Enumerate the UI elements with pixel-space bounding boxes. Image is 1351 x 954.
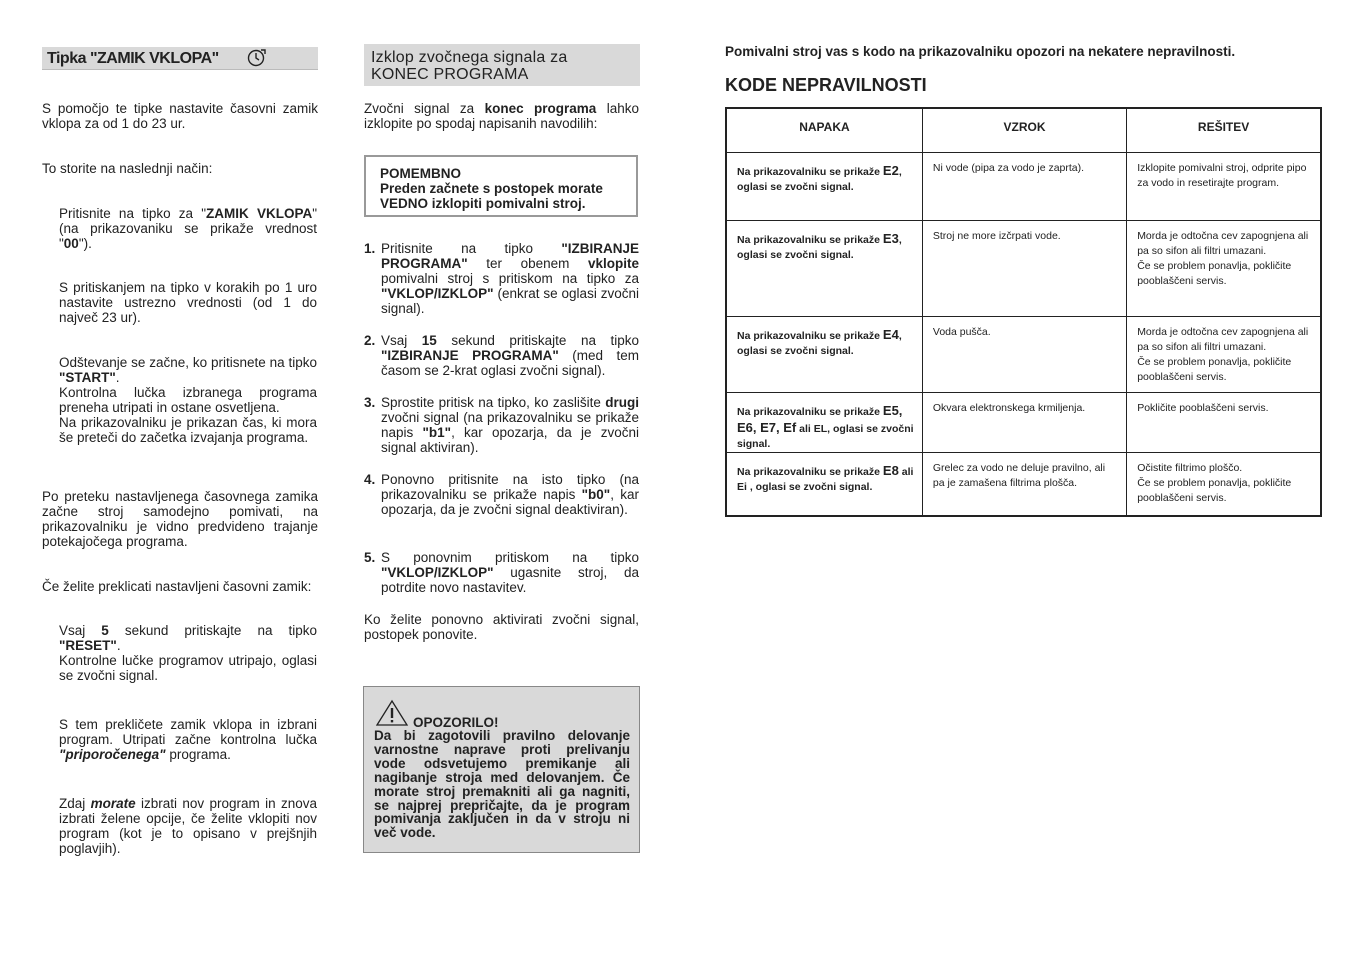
- heading-text: Izklop zvočnega signala za KONEC PROGRAMA: [371, 49, 568, 83]
- solution-cell: Morda je odtočna cev zapognjena ali pa so sifon ali filtri umazani. Če se problem ponavlja, pokličite pooblaščeni servis.: [1127, 220, 1321, 316]
- paragraph: S tem prekličete zamik vklopa in izbrani program. Utripati začne kontrolna lučka "priporočenega" programa.: [59, 717, 317, 762]
- table-row: [726, 392, 1321, 452]
- paragraph: Po preteku nastavljenega časovnega zamika začne stroj samodejno pomivati, na prikazovalniku je vidno predvideno trajanje potekajočega programa.: [42, 489, 318, 549]
- error-cell: Na prikazovalniku se prikaže E3, oglasi se zvočni signal.: [726, 220, 922, 316]
- step-item: 4. Ponovno pritisnite na isto tipko (na prikazovalniku se prikaže napis "b0", kar opozarja, da je zvočni signal deaktiviran).: [364, 472, 639, 517]
- table-row: [726, 152, 1321, 220]
- warning-text: Da bi zagotovili pravilno delovanje varnostne naprave proti prelivanju vode odsvetujemo premikanje ali nagibanje stroja med delovanjem. Če morate stroj premakniti ali ga nagniti, se najprej prepričajte, da je program pomivanja zaključen in da v stroju ni več vode.: [374, 728, 630, 841]
- cause-cell: Ni vode (pipa za vodo je zaprta).: [922, 152, 1126, 220]
- clock-arrow-icon: [246, 48, 268, 68]
- warning-title: OPOZORILO!: [413, 715, 499, 730]
- warning-box: [363, 686, 640, 853]
- cause-cell: Stroj ne more izčrpati vode.: [922, 220, 1126, 316]
- solution-cell: Izklopite pomivalni stroj, odprite pipo za vodo in resetirajte program.: [1127, 152, 1321, 220]
- heading-text: Tipka "ZAMIK VKLOPA": [47, 50, 219, 67]
- paragraph: Pritisnite na tipko za "ZAMIK VKLOPA" (na prikazovaniku se prikaže vrednost "00").: [59, 206, 317, 251]
- important-box: [364, 155, 638, 217]
- cause-cell: Okvara elektronskega krmiljenja.: [922, 392, 1126, 452]
- paragraph: Zdaj morate izbrati nov program in znova izbrati želene opcije, če želite vklopiti nov program (kot je to opisano v prejšnjih poglavjih).: [59, 796, 317, 856]
- solution-cell: Morda je odtočna cev zapognjena ali pa so sifon ali filtri umazani. Če se problem ponavlja, pokličite pooblaščeni servis.: [1127, 316, 1321, 392]
- paragraph: Odštevanje se začne, ko pritisnete na tipko "START". Kontrolna lučka izbranega programa preneha utripati in ostane osvetljena. Na prikazovalniku je prikazan čas, ki mora še preteči do začetka izvajanja programa.: [59, 355, 317, 445]
- paragraph: Ko želite ponovno aktivirati zvočni signal, postopek ponovite.: [364, 612, 639, 642]
- section-heading-delay: [42, 47, 318, 70]
- solution-cell: Pokličite pooblaščeni servis.: [1127, 392, 1321, 452]
- table-row: [726, 220, 1321, 316]
- step-item: 3. Sprostite pritisk na tipko, ko zaslišite drugi zvočni signal (na prikazovalniku se prikaže napis "b1", kar opozarja, da je zvočni signal aktiviran).: [364, 395, 639, 455]
- table-title: KODE NEPRAVILNOSTI: [725, 75, 927, 95]
- step-item: 5. S ponovnim pritiskom na tipko "VKLOP/IZKLOP" ugasnite stroj, da potrdite novo nastavitev.: [364, 550, 639, 595]
- warning-icon: [375, 699, 409, 727]
- error-codes-table: [725, 107, 1322, 517]
- paragraph: To storite na naslednji način:: [42, 161, 213, 176]
- column-header: REŠITEV: [1127, 108, 1321, 152]
- important-text: Preden začnete s postopek morate VEDNO izklopiti pomivalni stroj.: [380, 181, 603, 211]
- section-heading-sound: [364, 44, 640, 86]
- error-cell: Na prikazovalniku se prikaže E8 ali Ei , oglasi se zvočni signal.: [726, 452, 922, 516]
- paragraph: S pomočjo te tipke nastavite časovni zamik vklopa za od 1 do 23 ur.: [42, 101, 318, 131]
- intro-text: Pomivalni stroj vas s kodo na prikazovalniku opozori na nekatere nepravilnosti.: [725, 44, 1236, 59]
- paragraph: Zvočni signal za konec programa lahko izklopite po spodaj napisanih navodilih:: [364, 101, 639, 131]
- cause-cell: Voda pušča.: [922, 316, 1126, 392]
- cause-cell: Grelec za vodo ne deluje pravilno, ali pa je zamašena filtrima plošča.: [922, 452, 1126, 516]
- paragraph: Vsaj 5 sekund pritiskajte na tipko "RESET". Kontrolne lučke programov utripajo, oglasi se zvočni signal.: [59, 623, 317, 683]
- solution-cell: Očistite filtrimo ploščo. Če se problem ponavlja, pokličite pooblaščeni servis.: [1127, 452, 1321, 516]
- step-item: 2. Vsaj 15 sekund pritiskajte na tipko "IZBIRANJE PROGRAMA" (med tem časom se 2-krat oglasi zvočni signal).: [364, 333, 640, 378]
- column-header: NAPAKA: [726, 108, 922, 152]
- paragraph: Če želite preklicati nastavljeni časovni zamik:: [42, 579, 312, 594]
- table-row: [726, 316, 1321, 392]
- important-title: POMEMBNO: [380, 166, 461, 181]
- paragraph: S pritiskanjem na tipko v korakih po 1 uro nastavite ustrezno vrednosti (od 1 do največ 23 ur).: [59, 280, 317, 325]
- error-cell: Na prikazovalniku se prikaže E5, E6, E7, Ef ali EL, oglasi se zvočni signal.: [726, 392, 922, 452]
- table-row: [726, 452, 1321, 516]
- table-header-row: [726, 108, 1321, 152]
- error-cell: Na prikazovalniku se prikaže E4, oglasi se zvočni signal.: [726, 316, 922, 392]
- error-cell: Na prikazovalniku se prikaže E2, oglasi se zvočni signal.: [726, 152, 922, 220]
- column-header: VZROK: [922, 108, 1126, 152]
- step-item: 1. Pritisnite na tipko "IZBIRANJE PROGRAMA" ter obenem vklopite pomivalni stroj s pritiskom na tipko za "VKLOP/IZKLOP" (enkrat se oglasi zvočni signal).: [364, 241, 639, 316]
